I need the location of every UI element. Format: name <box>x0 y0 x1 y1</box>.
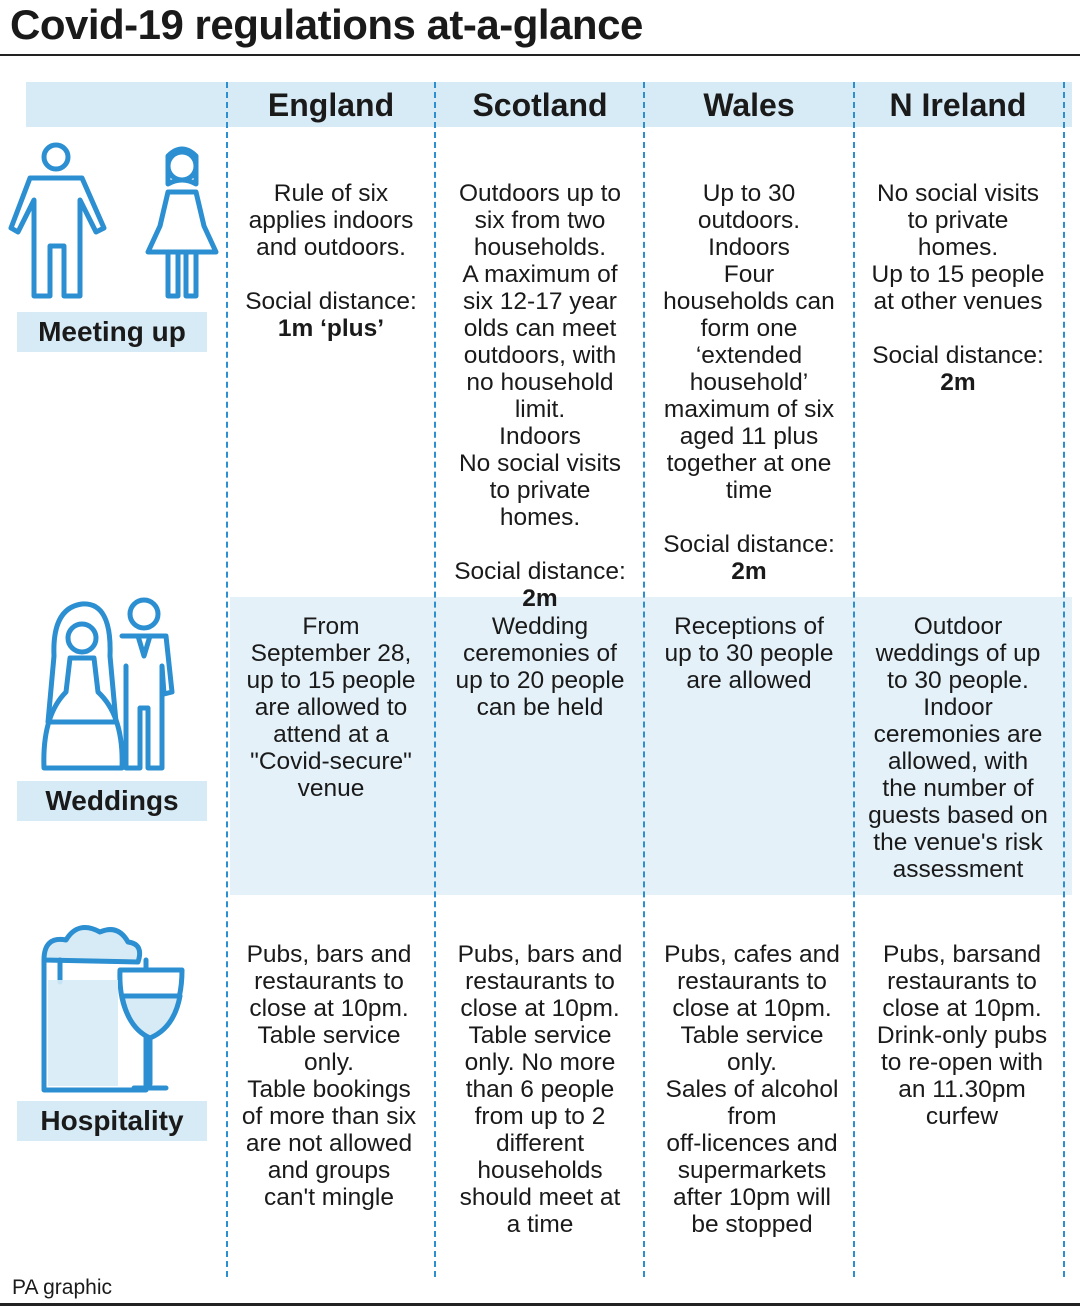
cell-weddings-england: From September 28, up to 15 people are allowed to attend at a "Covid-secure" venue <box>246 613 416 802</box>
credit-line: PA graphic <box>12 1276 113 1299</box>
title-divider <box>0 54 1080 56</box>
social-distance-value: 2m <box>940 369 976 396</box>
social-distance-value: 1m ‘plus’ <box>277 315 385 342</box>
column-divider <box>434 82 436 1277</box>
cell-text: Outdoors up to six from two households. A maximum of six 12-17 year olds can meet outdoors, with no household limit. Indoors No social visits to private homes. Social distance: <box>454 180 626 585</box>
cell-meeting-wales <box>649 153 849 585</box>
cell-hospitality-scotland: Pubs, bars and restaurants to close at 10pm. Table service only. No more than 6 people from up to 2 different households should meet at a time <box>457 941 623 1238</box>
bottom-divider <box>0 1303 1080 1306</box>
cell-text: No social visits to private homes. Up to 15 people at other venues Social distance: <box>871 180 1045 369</box>
row-label-weddings: Weddings <box>17 781 207 821</box>
social-distance-value: 2m <box>731 558 767 585</box>
row-label-hospitality: Hospitality <box>17 1101 207 1141</box>
cell-hospitality-n-ireland: Pubs, barsand restaurants to close at 10pm. Drink-only pubs to re-open with an 11.30pm curfew <box>876 941 1048 1130</box>
column-divider <box>853 82 855 1277</box>
cell-weddings-wales: Receptions of up to 30 people are allowed <box>664 613 834 694</box>
cell-meeting-england <box>231 153 431 342</box>
column-header-wales: Wales <box>703 87 795 123</box>
people-icon <box>8 140 220 302</box>
column-header-england: England <box>267 87 395 123</box>
cell-meeting-scotland <box>440 153 640 612</box>
beer-wine-glass-icon <box>38 920 190 1098</box>
cell-text: Rule of six applies indoors and outdoors. Social distance: <box>245 180 417 315</box>
cell-hospitality-wales: Pubs, cafes and restaurants to close at 10pm. Table service only. Sales of alcohol from off-licences and supermarkets after 10pm will be stopped <box>664 941 840 1238</box>
column-divider <box>1063 82 1065 1277</box>
cell-weddings-scotland: Wedding ceremonies of up to 20 people can be held <box>455 613 625 721</box>
column-header-n-ireland: N Ireland <box>889 87 1027 123</box>
cell-weddings-n-ireland: Outdoor weddings of up to 30 people. Indoor ceremonies are allowed, with the number of guests based on the venue's risk assessment <box>868 613 1048 883</box>
social-distance-value: 2m <box>522 585 558 612</box>
column-divider <box>643 82 645 1277</box>
column-divider <box>226 82 228 1277</box>
cell-text: Up to 30 outdoors. Indoors Four households can form one ‘extended household’ maximum of six aged 11 plus together at one time Social distance: <box>663 180 835 558</box>
wedding-couple-icon <box>40 596 184 776</box>
row-label-meeting-up: Meeting up <box>17 312 207 352</box>
cell-meeting-n-ireland <box>858 153 1058 396</box>
page-title: Covid-19 regulations at-a-glance <box>10 1 643 48</box>
column-header-scotland: Scotland <box>472 87 608 123</box>
cell-hospitality-england: Pubs, bars and restaurants to close at 10pm. Table service only. Table bookings of more than six are not allowed and groups can't mingle <box>241 941 417 1211</box>
